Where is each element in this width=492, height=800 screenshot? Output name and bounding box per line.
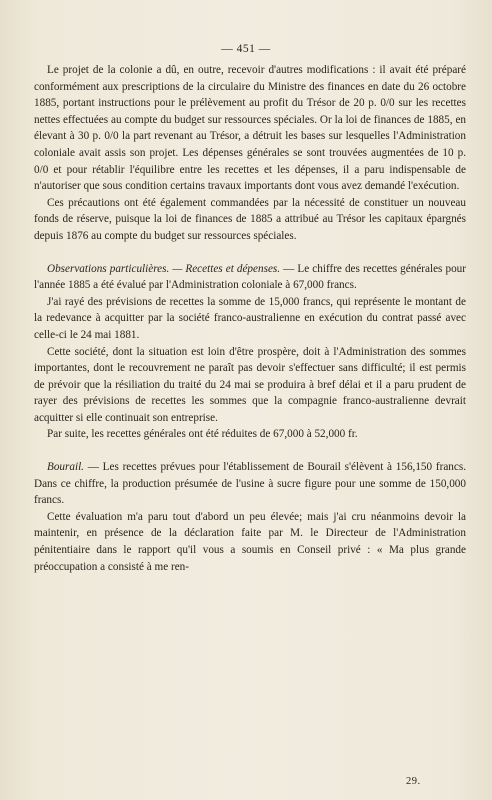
paragraph-text: J'ai rayé des prévisions de recettes la somme de 15,000 francs, qui représente le montant de la redevance à acquitter par la société franco-australienne en exécution du contrat passé avec celle-ci le 24 mai 1881. xyxy=(34,295,466,341)
paragraph-evaluation xyxy=(34,509,466,575)
paragraph-text: Cette société, dont la situation est loin d'être prospère, doit à l'Administration des sommes importantes, dont le recouvrement ne paraît pas devoir s'effectuer sans difficulté; il est permis de prévoir que la résiliation du traité du 24 mai se produira à bref délai et il a paru prudent de rayer des prévisions de recettes les sommes que la compagnie franco-australienne devrait acquitter si elle continuait son entreprise. xyxy=(34,345,466,424)
section-heading: Bourail. xyxy=(47,461,84,474)
paragraph-text: Le projet de la colonie a dû, en outre, recevoir d'autres modifications : il avait été préparé conformément aux prescriptions de la circulaire du Ministre des finances en date du 26 octobre 1885, portant instructions pour le prélèvement au profit du Trésor de 20 p. 0/0 sur les recettes nettes effectuées au compte du budget sur ressources spéciales. Or la loi de finances de 1885, en élevant à 30 p. 0/0 la part revenant au Trésor, a détruit les bases sur lesquelles l'Administration coloniale avait assis son projet. Les dépenses générales se sont trouvées augmentées de 10 p. 0/0 et pour rétablir l'équilibre entre les recettes et les dépenses, il a paru indispensable de n'autoriser que sous condition certains travaux importants dont vous avez demandé l'exécution. xyxy=(34,64,466,193)
paragraph-par-suite xyxy=(34,426,466,443)
body-text xyxy=(34,62,466,575)
paragraph-modifications xyxy=(34,62,466,195)
paragraph-redevance xyxy=(34,294,466,344)
paragraph-text: Par suite, les recettes générales ont été réduites de 67,000 à 52,000 fr. xyxy=(47,428,358,441)
paragraph-text: Cette évaluation m'a paru tout d'abord un peu élevée; mais j'ai cru néanmoins devoir la maintenir, en présence de la déclaration faite par M. le Directeur de l'Administration pénitentiaire dans le rapport qu'il vous a soumis en Conseil privé : « Ma plus grande préoccupation a consisté à me ren- xyxy=(34,510,466,573)
paragraph-observations xyxy=(34,261,466,294)
page-number: — 451 — xyxy=(221,43,271,55)
section-heading: Observations particulières. — Recettes et dépenses. xyxy=(47,262,281,275)
paragraph-text: Ces précautions ont été également commandées par la nécessité de constituer un nouveau fonds de réserve, puisque la loi de finances de 1885 a attribué au Trésor les capitaux épargnés depuis 1876 au compte du budget sur ressources spéciales. xyxy=(34,196,466,242)
signature-mark: 29. xyxy=(406,776,421,787)
paragraph-text: — Le chiffre des recettes générales pour l'année 1885 a été évalué par l'Administration coloniale à 67,000 francs. xyxy=(34,262,466,292)
paragraph-precautions xyxy=(34,195,466,245)
paragraph-text: — Les recettes prévues pour l'établissement de Bourail s'élèvent à 156,150 francs. Dans ce chiffre, la production présumée de l'usine à sucre figure pour une somme de 150,000 francs. xyxy=(34,461,466,507)
paragraph-societe xyxy=(34,344,466,427)
paragraph-bourail xyxy=(34,459,466,509)
